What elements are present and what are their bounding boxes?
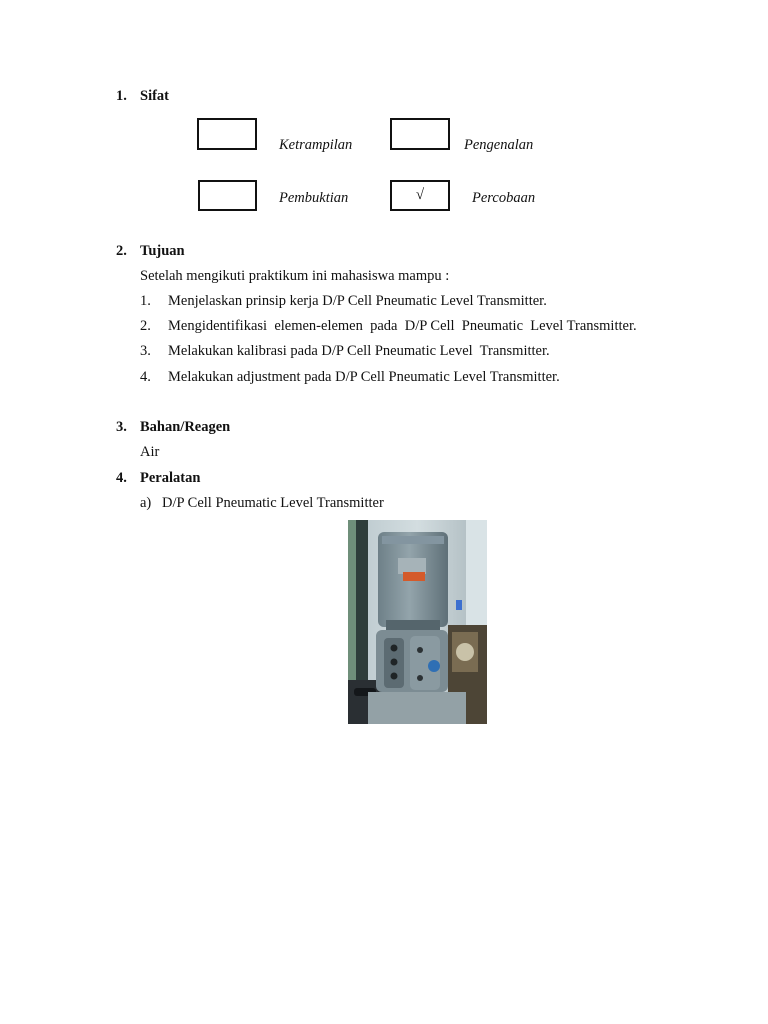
section-1-number: 1. xyxy=(116,88,127,104)
section-1-title: Sifat xyxy=(140,88,169,104)
section-2-number: 2. xyxy=(116,243,127,259)
checkbox-ketrampilan xyxy=(197,118,257,150)
checkbox-percobaan: √ xyxy=(390,180,450,211)
section-4-number: 4. xyxy=(116,470,127,486)
option-label-percobaan: Percobaan xyxy=(472,190,536,206)
tujuan-item-2-text: Mengidentifikasi elemen-elemen pada D/P Cell Pneumatic Level Transmitter. xyxy=(168,318,637,334)
tujuan-item-2-number: 2. xyxy=(140,318,151,334)
tujuan-item-3-text: Melakukan kalibrasi pada D/P Cell Pneumatic Level Transmitter. xyxy=(168,343,550,359)
tujuan-item-1-number: 1. xyxy=(140,293,151,309)
section-2-title: Tujuan xyxy=(140,243,185,259)
checkbox-pembuktian xyxy=(198,180,257,211)
tujuan-item-1-text: Menjelaskan prinsip kerja D/P Cell Pneumatic Level Transmitter. xyxy=(168,293,547,309)
tujuan-item-4-text: Melakukan adjustment pada D/P Cell Pneumatic Level Transmitter. xyxy=(168,369,560,385)
tujuan-item-3-number: 3. xyxy=(140,343,151,359)
option-label-pengenalan: Pengenalan xyxy=(464,137,534,153)
transmitter-photo xyxy=(348,520,487,724)
section-4-title: Peralatan xyxy=(140,470,201,486)
option-label-pembuktian: Pembuktian xyxy=(279,190,349,206)
section-3-title: Bahan/Reagen xyxy=(140,419,231,435)
tujuan-item-4-number: 4. xyxy=(140,369,151,385)
peralatan-item-a-text: D/P Cell Pneumatic Level Transmitter xyxy=(162,495,384,511)
section-3-number: 3. xyxy=(116,419,127,435)
bahan-text: Air xyxy=(140,444,160,460)
checkbox-pengenalan xyxy=(390,118,450,150)
tujuan-intro: Setelah mengikuti praktikum ini mahasiswa mampu : xyxy=(140,268,450,284)
peralatan-item-a-marker: a) xyxy=(140,495,152,511)
option-label-ketrampilan: Ketrampilan xyxy=(279,137,353,153)
